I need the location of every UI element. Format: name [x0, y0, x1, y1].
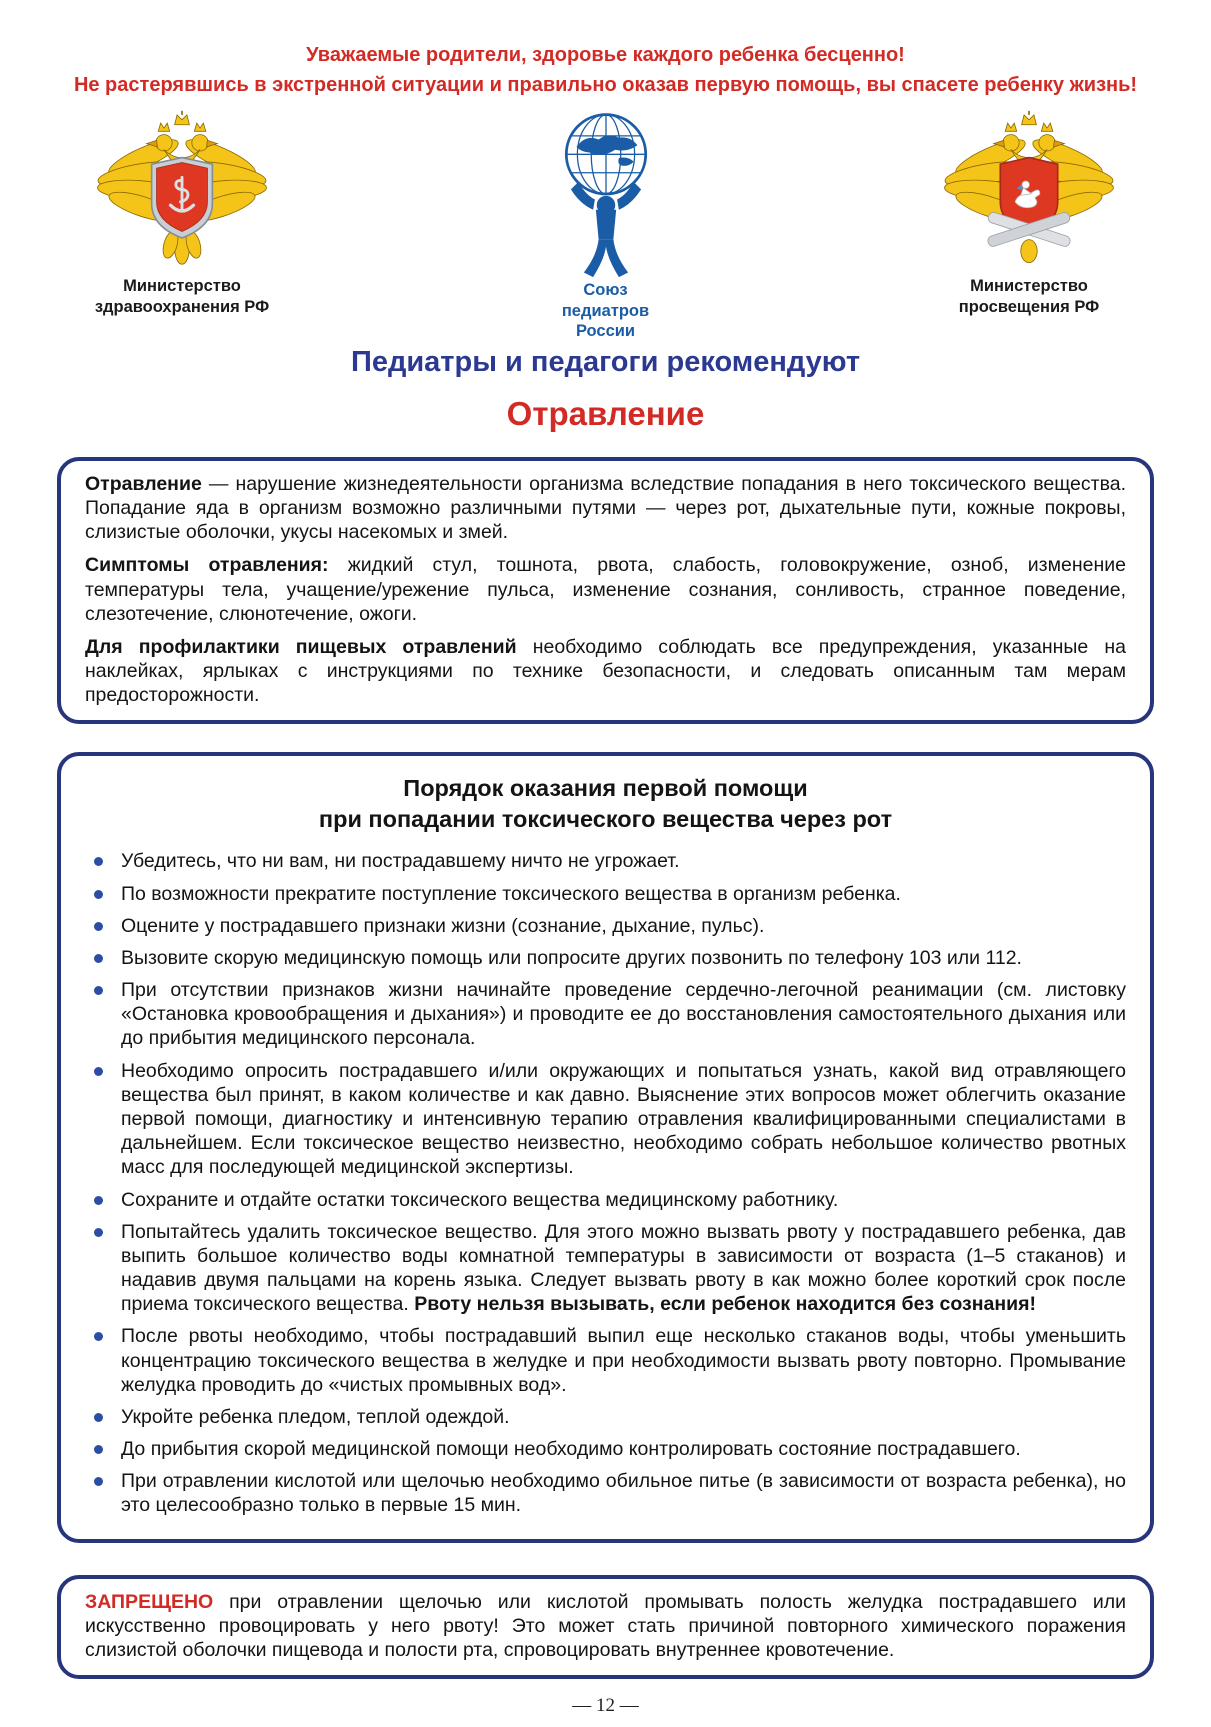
header-warning	[57, 40, 1154, 100]
header-line-1: Уважаемые родители, здоровье каждого ребенка бесценно!	[306, 44, 905, 66]
first-aid-step: При отсутствии признаков жизни начинайте проведение сердечно-легочной реанимации (см. листовку «Остановка кровообращения и дыхания») и проводите ее до восстановления самостоятельного дыхания или до прибытия медицинского персонала.	[85, 978, 1126, 1051]
caption-line: здравоохранения РФ	[94, 297, 270, 316]
education-ministry-caption	[959, 276, 1099, 317]
first-aid-step: По возможности прекратите поступление токсического вещества в организм ребенка.	[85, 882, 1126, 906]
first-aid-step: Попытайтесь удалить токсическое вещество. Для этого можно вызвать рвоту у пострадавшего ребенка, дав выпить большое количество воды комнатной температуры в зависимости от возраста (1–5 стаканов) и надавив двумя пальцами на корень языка. Следует вызвать рвоту в как можно более короткий срок после приема токсического вещества. Рвоту нельзя вызывать, если ребенок находится без сознания!	[85, 1220, 1126, 1317]
logo-pediatricians-union	[476, 110, 736, 342]
caption-line: просвещения РФ	[958, 297, 1100, 316]
first-aid-step: До прибытия скорой медицинской помощи необходимо контролировать состояние пострадавшего.	[85, 1437, 1126, 1461]
pediatricians-union-caption	[562, 280, 649, 342]
first-aid-step: При отравлении кислотой или щелочью необходимо обильное питье (в зависимости от возраста ребенка), но это целесообразно только в первые 15 мин.	[85, 1469, 1126, 1517]
recommendation-title: Педиатры и педагоги рекомендуют	[350, 345, 861, 378]
first-aid-step: После рвоты необходимо, чтобы пострадавший выпил еще несколько стаканов воды, чтобы уменьшить концентрацию токсического вещества в желудке и при необходимости вызвать рвоту повторно. Промывание желудка проводить до «чистых промывных вод».	[85, 1324, 1126, 1397]
prevention-paragraph	[85, 635, 1126, 708]
first-aid-steps-list	[85, 849, 1126, 1517]
first-aid-step: Оцените у пострадавшего признаки жизни (сознание, дыхание, пульс).	[85, 914, 1126, 938]
definition-paragraph	[85, 472, 1126, 545]
forbidden-text: при отравлении щелочью или кислотой промывать полость желудка пострадавшего или искусственно провоцировать у него рвоту! Это может стать причиной повторного химического поражения слизистой оболочки пищевода и полости рта, спровоцировать внутреннее кровотечение.	[85, 1590, 1126, 1661]
first-aid-step: Вызовите скорую медицинскую помощь или попросите других позвонить по телефону 103 или 112.	[85, 946, 1126, 970]
paragraph-text: необходимо соблюдать все предупреждения, указанные на наклейках, ярлыках с инструкциями по технике безопасности, и следовать описанным там мерам предосторожности.	[85, 635, 1126, 707]
pediatricians-union-logo-icon	[550, 110, 662, 278]
symptoms-paragraph	[85, 553, 1126, 626]
forbidden-box	[57, 1575, 1154, 1680]
page-number: — 12 —	[572, 1695, 639, 1717]
logo-row	[57, 110, 1154, 342]
logo-education-ministry	[904, 110, 1154, 317]
first-aid-step: Необходимо опросить пострадавшего и/или окружающих и попытаться узнать, какой вид отравляющего вещества был принят, в каком количестве и как давно. Выяснение этих вопросов может облегчить оказание первой помощи, диагностику и интенсивную терапию отравления квалифицированными специалистами в дальнейшем. Если токсическое вещество неизвестно, необходимо собрать небольшое количество рвотных масс для последующей медицинской экспертизы.	[85, 1059, 1126, 1180]
caption-line: Министерство	[970, 277, 1088, 295]
caption-line: педиатров	[561, 301, 650, 320]
first-aid-step: Укройте ребенка пледом, теплой одеждой.	[85, 1405, 1126, 1429]
health-ministry-emblem-icon	[94, 110, 270, 270]
caption-line: Министерство	[123, 277, 241, 295]
caption-line: Союз	[583, 281, 628, 299]
first-aid-step: Сохраните и отдайте остатки токсического вещества медицинскому работнику.	[85, 1188, 1126, 1212]
first-aid-step: Убедитесь, что ни вам, ни пострадавшему ничто не угрожает.	[85, 849, 1126, 873]
definition-box	[57, 457, 1154, 725]
forbidden-lead: ЗАПРЕЩЕНО	[85, 1590, 214, 1613]
first-aid-box-title	[85, 773, 1126, 835]
page-title: Отравление	[506, 394, 705, 432]
first-aid-title-line-2: при попадании токсического вещества через рот	[318, 806, 893, 833]
education-ministry-emblem-icon	[941, 110, 1117, 270]
caption-line: России	[575, 322, 636, 341]
paragraph-text: жидкий стул, тошнота, рвота, слабость, головокружение, озноб, изменение температуры тела, учащение/урежение пульса, изменение сознания, сонливость, странное поведение, слезотечение, слюнотечение, ожоги.	[85, 554, 1126, 625]
forbidden-paragraph	[85, 1590, 1126, 1663]
logo-health-ministry	[57, 110, 307, 317]
paragraph-lead: Для профилактики пищевых отравлений	[85, 635, 517, 658]
paragraph-lead: Отравление	[85, 472, 202, 495]
health-ministry-caption	[95, 276, 269, 317]
paragraph-lead: Симптомы отравления:	[85, 554, 329, 577]
paragraph-text: — нарушение жизнедеятельности организма вследствие попадания в него токсического вещества. Попадание яда в организм возможно различными путями — через рот, дыхательные пути, кожные покровы, слизистые оболочки, укусы насекомых и змей.	[85, 472, 1126, 544]
header-line-2: Не растерявшись в экстренной ситуации и правильно оказав первую помощь, вы спасете ребенку жизнь!	[73, 74, 1138, 96]
first-aid-title-line-1: Порядок оказания первой помощи	[403, 775, 808, 802]
first-aid-box	[57, 752, 1154, 1542]
